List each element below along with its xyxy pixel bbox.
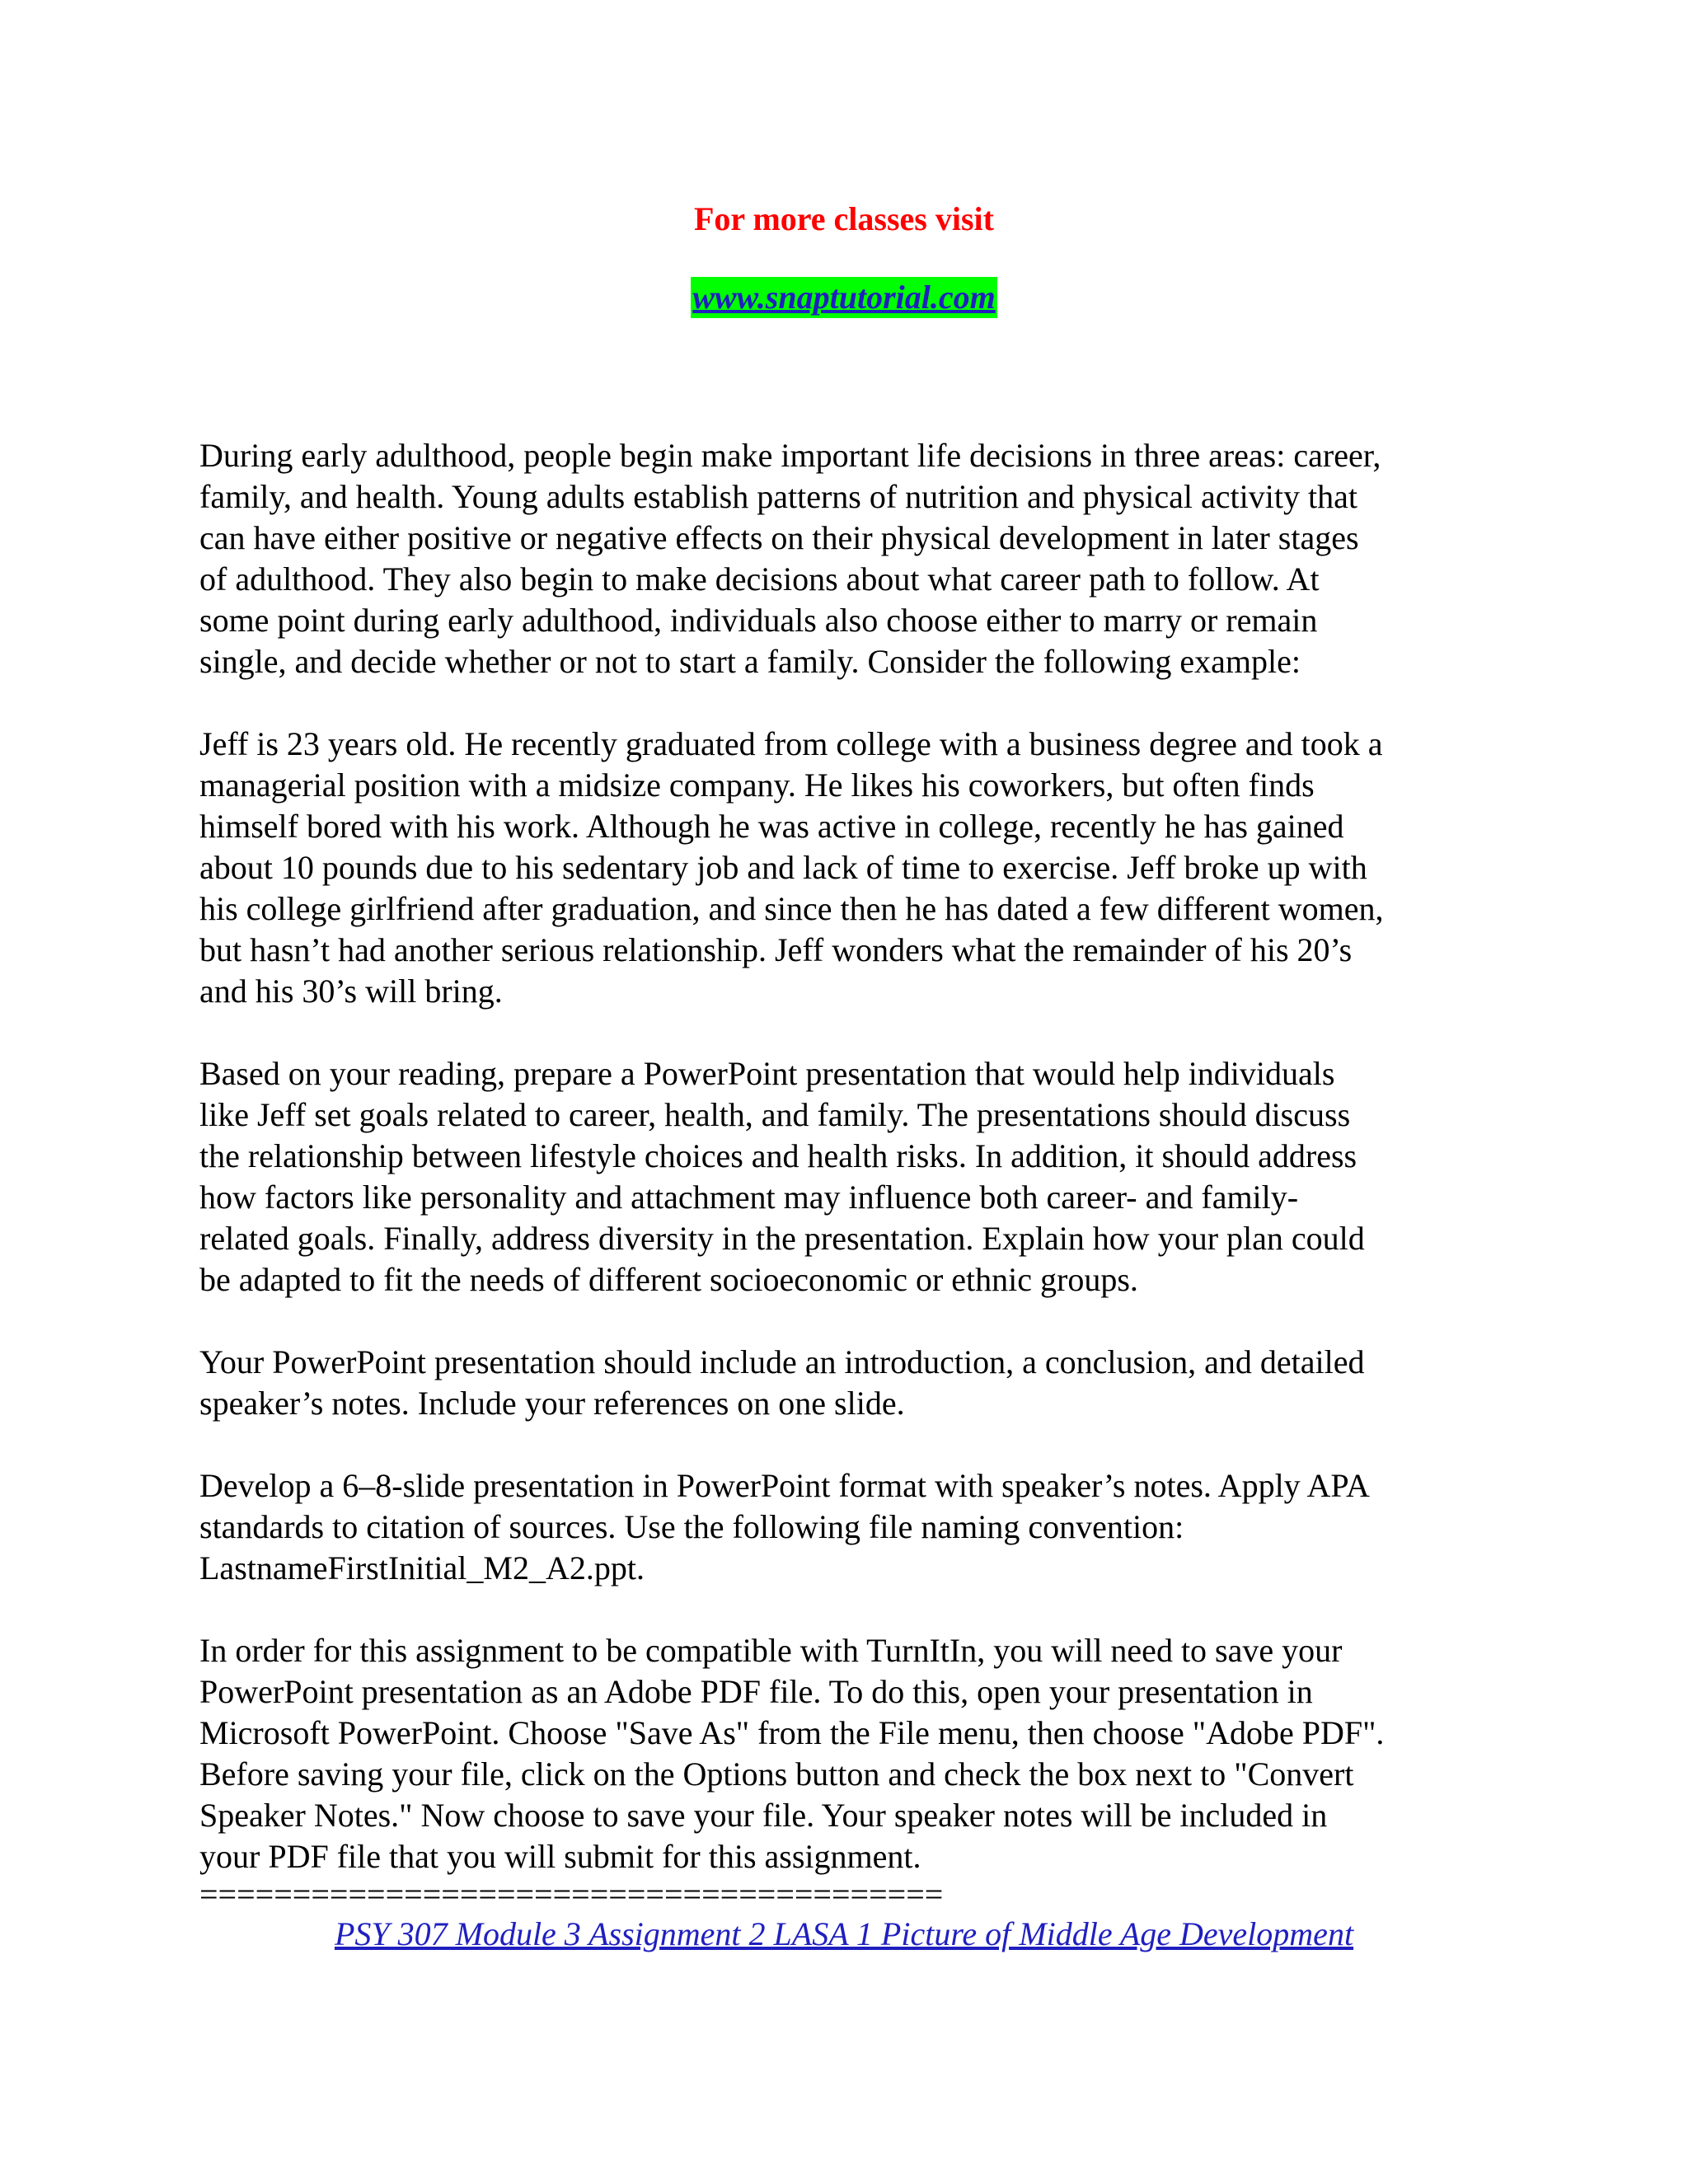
text-line: can have either positive or negative effects on their physical development in later stages: [199, 519, 1359, 556]
text-line: his college girlfriend after graduation, and since then he has dated a few different women,: [199, 890, 1384, 927]
text-line: Your PowerPoint presentation should include an introduction, a conclusion, and detailed: [199, 1343, 1365, 1380]
snaptutorial-link[interactable]: www.snaptutorial.com: [691, 277, 997, 318]
text-line: of adulthood. They also begin to make decisions about what career path to follow. At: [199, 560, 1320, 598]
text-line: your PDF file that you will submit for this assignment.: [199, 1838, 921, 1875]
text-line: speaker’s notes. Include your references on one slide.: [199, 1385, 905, 1422]
text-line: Based on your reading, prepare a PowerPoint presentation that would help individuals: [199, 1055, 1335, 1092]
paragraph-intro: [199, 435, 1526, 682]
text-line: PowerPoint presentation as an Adobe PDF file. To do this, open your presentation in: [199, 1673, 1313, 1710]
text-line: standards to citation of sources. Use the following file naming convention:: [199, 1508, 1184, 1545]
paragraph-format: [199, 1465, 1526, 1589]
text-line: himself bored with his work. Although he was active in college, recently he has gained: [199, 808, 1344, 845]
text-line: During early adulthood, people begin make important life decisions in three areas: career,: [199, 437, 1381, 474]
divider-line: ========================================: [199, 1877, 944, 1912]
footer-course-link[interactable]: PSY 307 Module 3 Assignment 2 LASA 1 Picture of Middle Age Development: [334, 1915, 1354, 1952]
text-line: about 10 pounds due to his sedentary job and lack of time to exercise. Jeff broke up with: [199, 849, 1367, 886]
paragraph-requirements: [199, 1342, 1526, 1424]
text-line: Microsoft PowerPoint. Choose "Save As" from the File menu, then choose "Adobe PDF".: [199, 1714, 1385, 1751]
text-line: Develop a 6–8-slide presentation in PowerPoint format with speaker’s notes. Apply APA: [199, 1467, 1370, 1504]
text-line: be adapted to fit the needs of different socioeconomic or ethnic groups.: [199, 1261, 1138, 1298]
header-link-container: [0, 277, 1688, 318]
text-line: some point during early adulthood, individuals also choose either to marry or remain: [199, 602, 1318, 639]
text-line: Before saving your file, click on the Options button and check the box next to "Convert: [199, 1755, 1354, 1793]
document-body: [199, 435, 1526, 1912]
text-line: single, and decide whether or not to start a family. Consider the following example:: [199, 643, 1301, 680]
text-line: managerial position with a midsize company. He likes his coworkers, but often finds: [199, 766, 1315, 804]
text-line: family, and health. Young adults establish patterns of nutrition and physical activity that: [199, 478, 1357, 515]
text-line: related goals. Finally, address diversity in the presentation. Explain how your plan could: [199, 1220, 1365, 1257]
text-line: and his 30’s will bring.: [199, 972, 503, 1010]
footer-link-container: [0, 1914, 1688, 1955]
text-line: the relationship between lifestyle choices and health risks. In addition, it should address: [199, 1137, 1357, 1174]
text-line: In order for this assignment to be compatible with TurnItIn, you will need to save your: [199, 1632, 1343, 1669]
paragraph-assignment: [199, 1053, 1526, 1301]
text-line: how factors like personality and attachment may influence both career- and family-: [199, 1179, 1299, 1216]
paragraph-turnitin: [199, 1630, 1526, 1877]
text-line: but hasn’t had another serious relationship. Jeff wonders what the remainder of his 20’s: [199, 931, 1353, 968]
text-line: Jeff is 23 years old. He recently graduated from college with a business degree and took a: [199, 725, 1383, 762]
text-line: like Jeff set goals related to career, health, and family. The presentations should discuss: [199, 1096, 1351, 1133]
header-title: For more classes visit: [693, 200, 994, 237]
text-line: LastnameFirstInitial_M2_A2.ppt.: [199, 1549, 645, 1586]
text-line: Speaker Notes." Now choose to save your file. Your speaker notes will be included in: [199, 1797, 1328, 1834]
paragraph-jeff-example: [199, 724, 1526, 1012]
